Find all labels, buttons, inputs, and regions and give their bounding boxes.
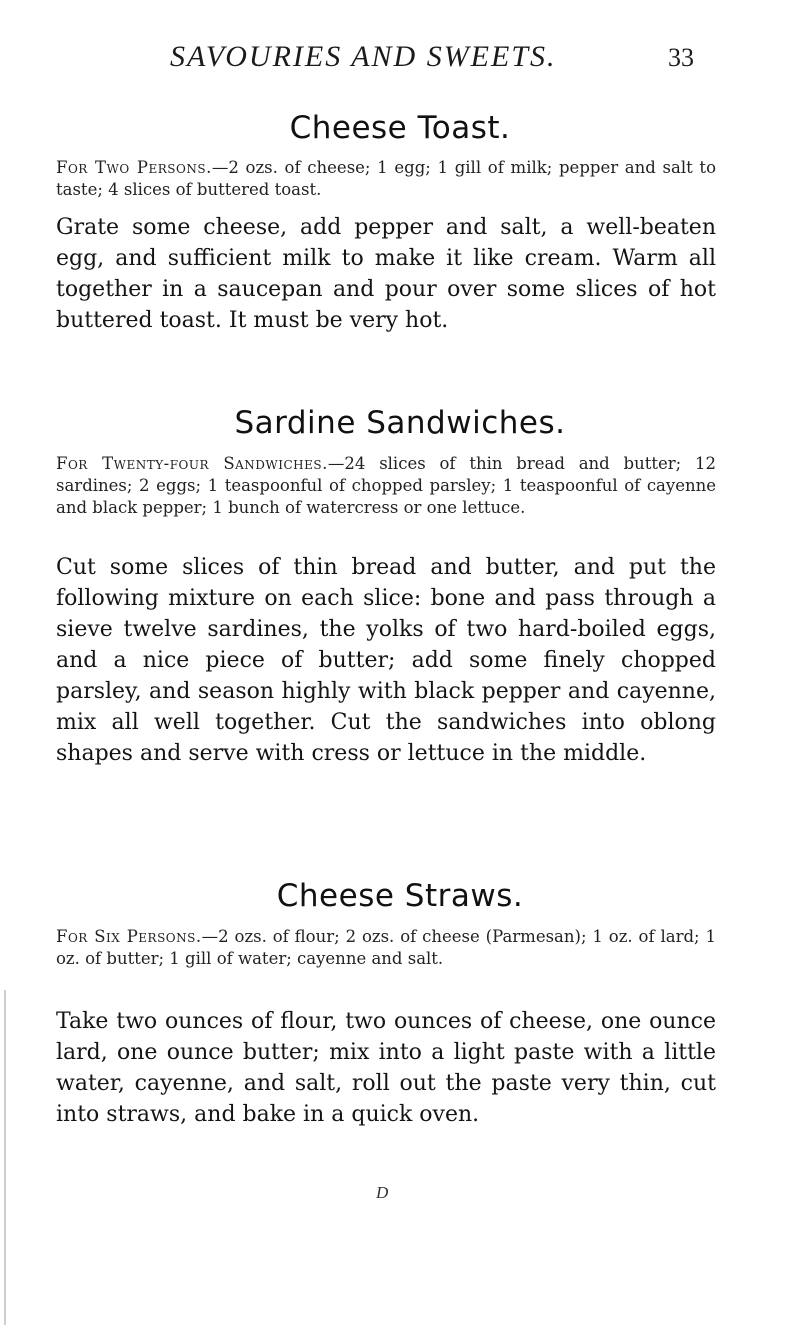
recipe-title-sardine-sandwiches: Sardine Sandwiches. <box>234 405 566 441</box>
method-cheese-toast <box>56 212 716 336</box>
signature-mark: D <box>376 1183 389 1202</box>
method-text: Take two ounces of flour, two ounces of cheese, one ounce lard, one ounce butter; mix into a light paste with a little water, cayenne, and salt, roll out the paste very thin, cut into straws, and bake in a quick oven. <box>56 1009 716 1127</box>
page-number: 33 <box>668 43 694 72</box>
method-cheese-straws <box>56 1006 716 1130</box>
ingredients-lead: For Two Persons. <box>56 158 212 177</box>
recipe-title-cheese-toast: Cheese Toast. <box>289 110 511 146</box>
method-text: Grate some cheese, add pepper and salt, a well-beaten egg, and sufficient milk to make it like cream. Warm all together in a saucepan and pour over some slices of hot buttered toast. It must be very hot. <box>56 215 716 333</box>
ingredients-sardine-sandwiches <box>56 453 716 519</box>
running-title: SAVOURIES AND SWEETS. <box>170 40 557 73</box>
recipe-title-cheese-straws: Cheese Straws. <box>276 878 524 914</box>
page-edge-shadow <box>4 990 6 1325</box>
ingredients-cheese-toast <box>56 157 716 201</box>
ingredients-cheese-straws <box>56 926 716 970</box>
ingredients-text: —24 slices of thin bread and butter; 12 sardines; 2 eggs; 1 teaspoonful of chopped parsley; 1 teaspoonful of cayenne and black pepper; 1 bunch of watercress or one lettuce. <box>56 454 716 517</box>
ingredients-lead: For Six Persons. <box>56 927 202 946</box>
ingredients-lead: For Twenty-four Sandwiches. <box>56 454 328 473</box>
running-head <box>0 40 800 80</box>
ingredients-text: —2 ozs. of cheese; 1 egg; 1 gill of milk; pepper and salt to taste; 4 slices of buttered toast. <box>56 158 716 199</box>
method-sardine-sandwiches <box>56 552 716 769</box>
ingredients-text: —2 ozs. of flour; 2 ozs. of cheese (Parmesan); 1 oz. of lard; 1 oz. of butter; 1 gill of water; cayenne and salt. <box>56 927 716 968</box>
method-text: Cut some slices of thin bread and butter, and put the following mixture on each slice: bone and pass through a sieve twelve sardines, the yolks of two hard-boiled eggs, and a nice piece of butter; add some finely chopped parsley, and season highly with black pepper and cayenne, mix all well together. Cut the sandwiches into oblong shapes and serve with cress or lettuce in the middle. <box>56 555 716 766</box>
